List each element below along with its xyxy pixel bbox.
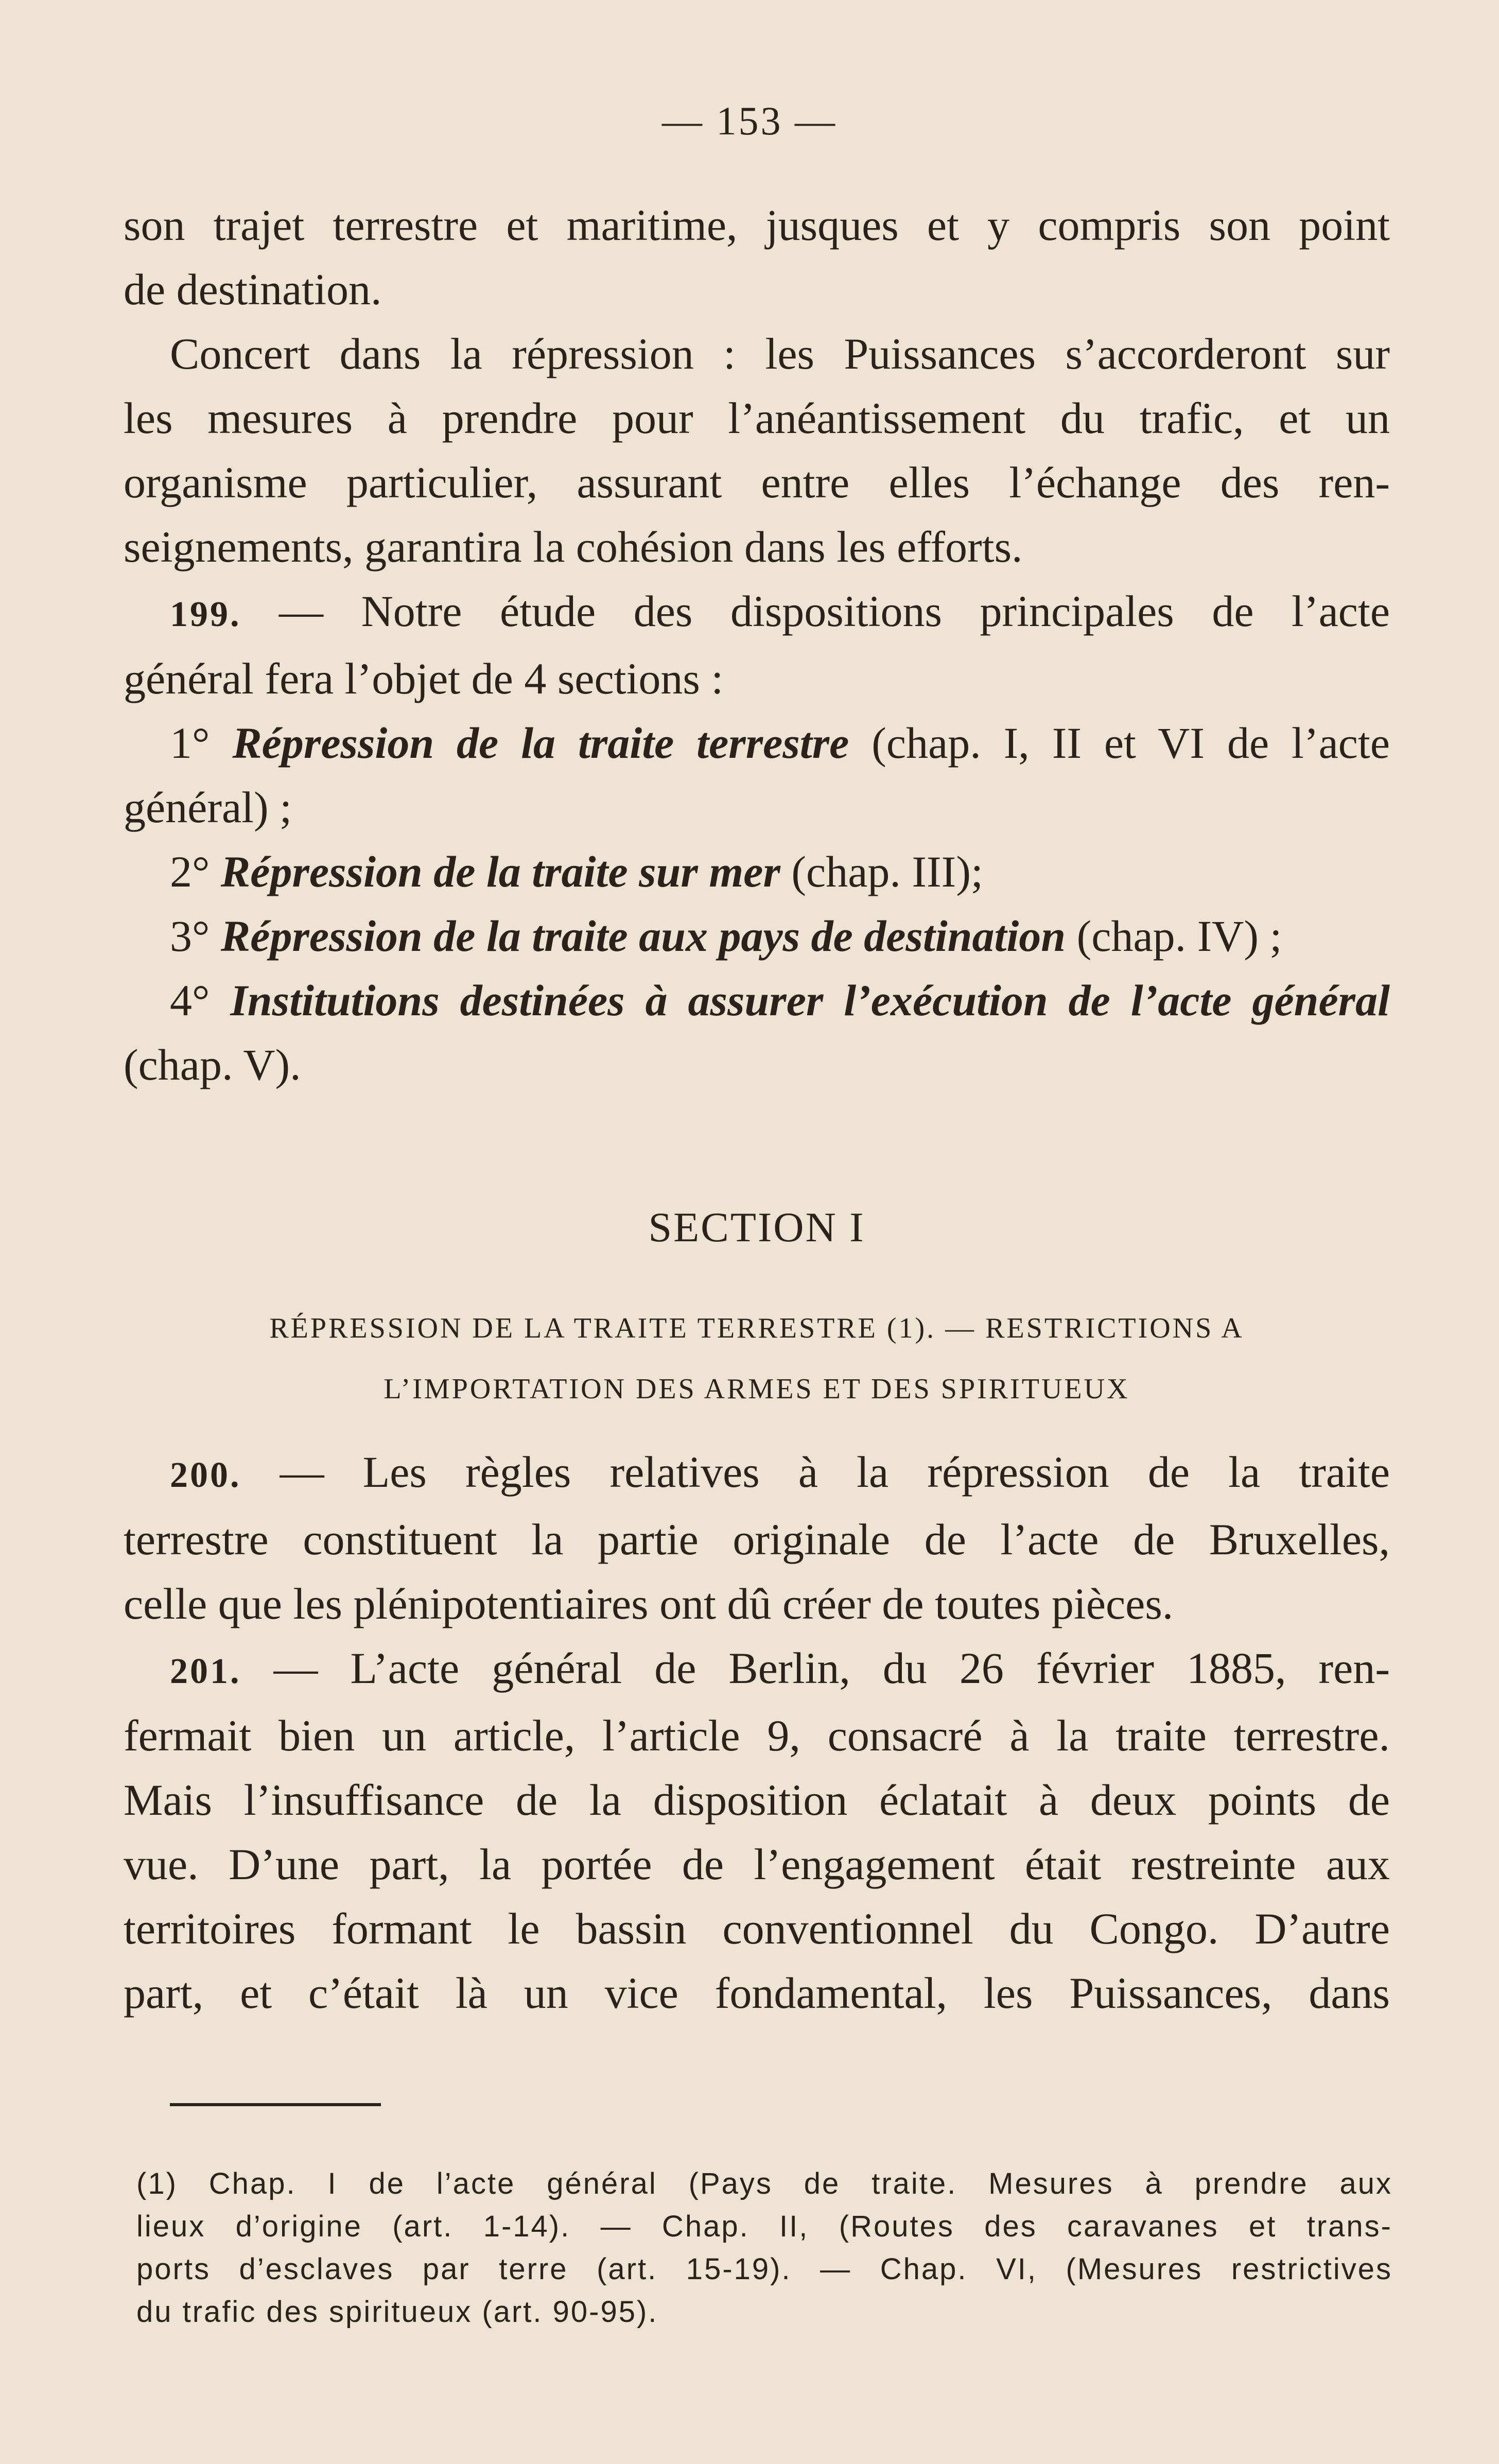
text-span: — Notre étude des dispositions principales de l’acte bbox=[241, 586, 1390, 636]
text-line: part, et c’était là un vice fondamental, les Puissances, dans bbox=[124, 1968, 1390, 2018]
text-line: de destination. bbox=[124, 265, 382, 314]
paragraph-number: 201. bbox=[170, 1652, 241, 1691]
main-text bbox=[124, 193, 1390, 2025]
list-item-title: Répression de la traite terrestre bbox=[232, 718, 849, 768]
footnote-line: du trafic des spiritueux (art. 90-95). bbox=[136, 2295, 658, 2329]
text-line: (chap. V). bbox=[124, 1040, 301, 1089]
list-item-title: Répression de la traite sur mer bbox=[220, 847, 780, 896]
text-line: Concert dans la répression : les Puissances s’accorderont sur bbox=[170, 329, 1390, 378]
text-line: les mesures à prendre pour l’anéantissement du trafic, et un bbox=[124, 393, 1390, 443]
text-line: général fera l’objet de 4 sections : bbox=[124, 654, 724, 703]
list-item-1 bbox=[124, 711, 1390, 775]
list-number: 2° bbox=[170, 847, 221, 896]
text-span: — Les règles relatives à la répression de la traite bbox=[241, 1447, 1390, 1497]
text-line: celle que les plénipotentiaires ont dû créer de toutes pièces. bbox=[124, 1579, 1174, 1628]
paragraph-199-line bbox=[124, 579, 1390, 647]
footnote-line: lieux d’origine (art. 1-14). — Chap. II, (Routes des caravanes et trans- bbox=[136, 2210, 1392, 2243]
list-item-2 bbox=[124, 840, 1390, 904]
paragraph-200-line bbox=[124, 1440, 1390, 1507]
list-item-title: Répression de la traite aux pays de destination bbox=[220, 911, 1066, 961]
text-line: son trajet terrestre et maritime, jusques et y compris son point bbox=[124, 200, 1390, 250]
list-item-title: Institutions destinées à assurer l’exécution de l’acte général bbox=[230, 976, 1390, 1025]
text-line: territoires formant le bassin conventionnel du Congo. D’autre bbox=[124, 1904, 1390, 1953]
list-item-3 bbox=[124, 904, 1390, 968]
footnote-line: (1) Chap. I de l’acte général (Pays de traite. Mesures à prendre aux bbox=[136, 2167, 1392, 2200]
paragraph-number: 200. bbox=[170, 1455, 241, 1495]
text-line: Mais l’insuffisance de la disposition éclatait à deux points de bbox=[124, 1775, 1390, 1825]
list-number: 4° bbox=[170, 976, 231, 1025]
list-number: 3° bbox=[170, 911, 221, 961]
paragraph-number: 199. bbox=[170, 595, 241, 634]
text-line: fermait bien un article, l’article 9, consacré à la traite terrestre. bbox=[124, 1711, 1390, 1760]
text-line: seignements, garantira la cohésion dans les efforts. bbox=[124, 522, 1023, 571]
footnote-divider bbox=[170, 2103, 381, 2106]
section-title: SECTION I bbox=[648, 1204, 865, 1251]
section-subtitle: L’IMPORTATION DES ARMES ET DES SPIRITUEUX bbox=[384, 1373, 1130, 1405]
list-item-4 bbox=[124, 968, 1390, 1033]
text-line: vue. D’une part, la portée de l’engagement était restreinte aux bbox=[124, 1840, 1390, 1889]
footnote-line: ports d’esclaves par terre (art. 15-19). — Chap. VI, (Mesures restrictives bbox=[136, 2252, 1392, 2286]
section-subtitle: RÉPRESSION DE LA TRAITE TERRESTRE (1). — RESTRICTIONS A bbox=[269, 1312, 1244, 1344]
page-number: — 153 — bbox=[662, 98, 837, 143]
text-span: — L’acte général de Berlin, du 26 février 1885, ren- bbox=[241, 1643, 1390, 1693]
footnote bbox=[136, 2162, 1392, 2333]
paragraph-201-line bbox=[124, 1636, 1390, 1704]
text-line: général) ; bbox=[124, 783, 292, 832]
text-line: organisme particulier, assurant entre elles l’échange des ren- bbox=[124, 458, 1390, 507]
text-span: (chap. III); bbox=[780, 847, 983, 896]
text-span: (chap. IV) ; bbox=[1066, 911, 1282, 961]
list-number: 1° bbox=[170, 718, 233, 768]
text-span: (chap. I, II et VI de l’acte bbox=[849, 718, 1390, 768]
text-line: terrestre constituent la partie originale de l’acte de Bruxelles, bbox=[124, 1515, 1390, 1564]
